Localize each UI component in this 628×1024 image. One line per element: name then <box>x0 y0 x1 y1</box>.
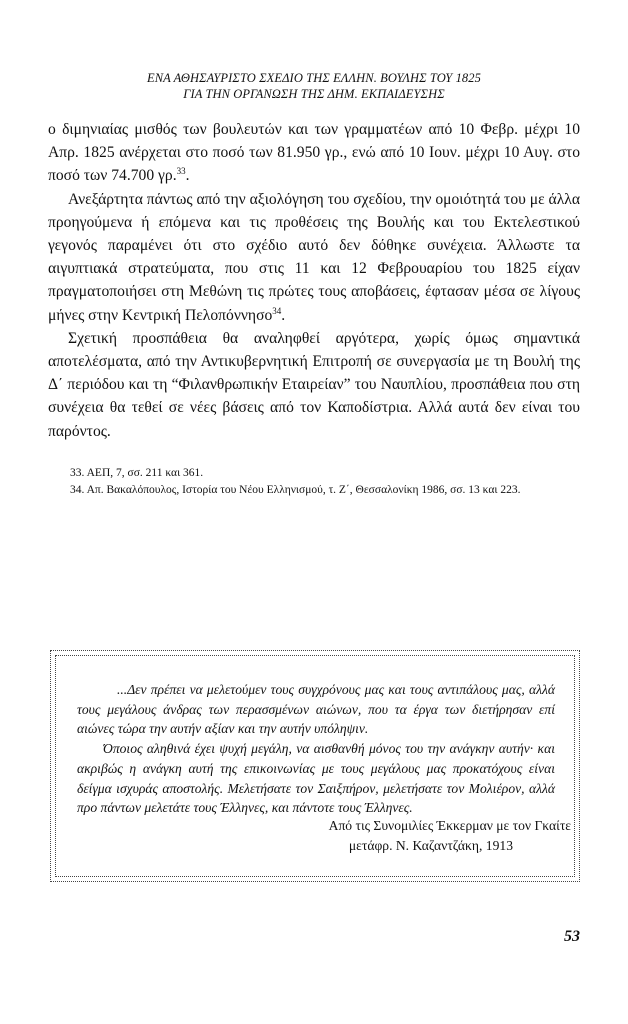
body-text <box>48 118 580 443</box>
quote-paragraph-1: ...Δεν πρέπει να μελετούμεν τους συγχρόνους μας και τους αντιπάλους μας, αλλά τους μεγάλους άνδρας των περασσμένων αιώνων, που τα έργα των διετήρησαν επί αιώνες τώρα την αυτήν αξίαν και την αυτήν υπόληψιν. <box>77 682 555 737</box>
paragraph-2 <box>48 188 580 327</box>
paragraph-3: Σχετική προσπάθεια θα αναληφθεί αργότερα, χωρίς όμως σημαντικά αποτελέσματα, από την Αντικυβερνητική Επιτροπή σε συνεργασία με τη Βουλή της Δ΄ περιόδου και τη “Φιλανθρωπικήν Εταιρείαν” του Ναυπλίου, προσπάθεια που στη συνέχεια θα τεθεί σε νέες βάσεις από τον Καποδίστρια. Αλλά αυτά δεν είναι του παρόντος. <box>48 329 580 440</box>
footnotes <box>70 465 580 498</box>
paragraph-2-text: Ανεξάρτητα πάντως από την αξιολόγηση του σχεδίου, την ομοιότητά του με άλλα προηγούμενα ή επόμενα και τις προθέσεις της Βουλής και του Εκτελεστικού γεγονός παραμένει ότι στο σχέδιο αυτό δεν δόθηκε συνέχεια. Άλλωστε τα αιγυπτιακά στρατεύματα, που στις 11 και 12 Φεβρουαρίου του 1825 είχαν πραγματοποιήσει στη Μεθώνη τις πρώτες τους αποβάσεις, έφτασαν μέσα σε λίγους μήνες στην Κεντρική Πελοπόννησο <box>48 190 581 324</box>
footnote-34: 34. Απ. Βακαλόπουλος, Ιστορία του Νέου Ελληνισμού, τ. Ζ΄, Θεσσαλονίκη 1986, σσ. 13 και 223. <box>70 483 521 496</box>
paragraph-2-tail: . <box>281 306 286 324</box>
running-head <box>48 70 580 102</box>
running-head-line-2: ΓΙΑ ΤΗΝ ΟΡΓΑΝΩΣΗ ΤΗΣ ΔΗΜ. ΕΚΠΑΙΔΕΥΣΗΣ <box>183 87 445 101</box>
quote-attribution <box>191 816 571 855</box>
attribution-line-1: Από τις Συνομιλίες Έκκερμαν με τον Γκαίτε <box>328 818 571 833</box>
paragraph-1-tail: . <box>185 167 190 185</box>
paragraph-1-text: ο διμηνιαίας μισθός των βουλευτών και των γραμματέων από 10 Φεβρ. μέχρι 10 Απρ. 1825 ανέρχεται στο ποσό των 81.950 γρ., ενώ από 10 Ιουν. μέχρι 10 Αυγ. στο ποσό των 74.700 γρ. <box>48 121 580 185</box>
quote-box <box>50 650 580 882</box>
footnote-ref-33: 33 <box>176 166 186 177</box>
running-head-line-1: ΕΝΑ ΑΘΗΣΑΥΡΙΣΤΟ ΣΧΕΔΙΟ ΤΗΣ ΕΛΛΗΝ. ΒΟΥΛΗΣ ΤΟΥ 1825 <box>147 71 481 85</box>
page-number: 53 <box>564 928 580 945</box>
footnote-ref-34: 34 <box>272 305 282 316</box>
attribution-line-2: μετάφρ. Ν. Καζαντζάκη, 1913 <box>348 837 513 853</box>
quote-paragraph-2: Όποιος αληθινά έχει ψυχή μεγάλη, να αισθανθή μόνος του την ανάγκην αυτήν· και ακριβώς η ανάγκη αυτή της επικοινωνίας με τους μεγάλους μας προκατόχους είναι δείγμα ισχυράς αποστολής. Μελετήσατε τον Σαιξπήρον, μελετήσατε τον Μολιέρον, αλλά προ πάντων μελετάτε τους Έλληνες, και πάντοτε τους Έλληνες. <box>77 741 555 816</box>
footnote-33: 33. ΑΕΠ, 7, σσ. 211 και 361. <box>70 467 204 479</box>
quote-text <box>77 680 555 818</box>
paragraph-1 <box>48 118 580 188</box>
